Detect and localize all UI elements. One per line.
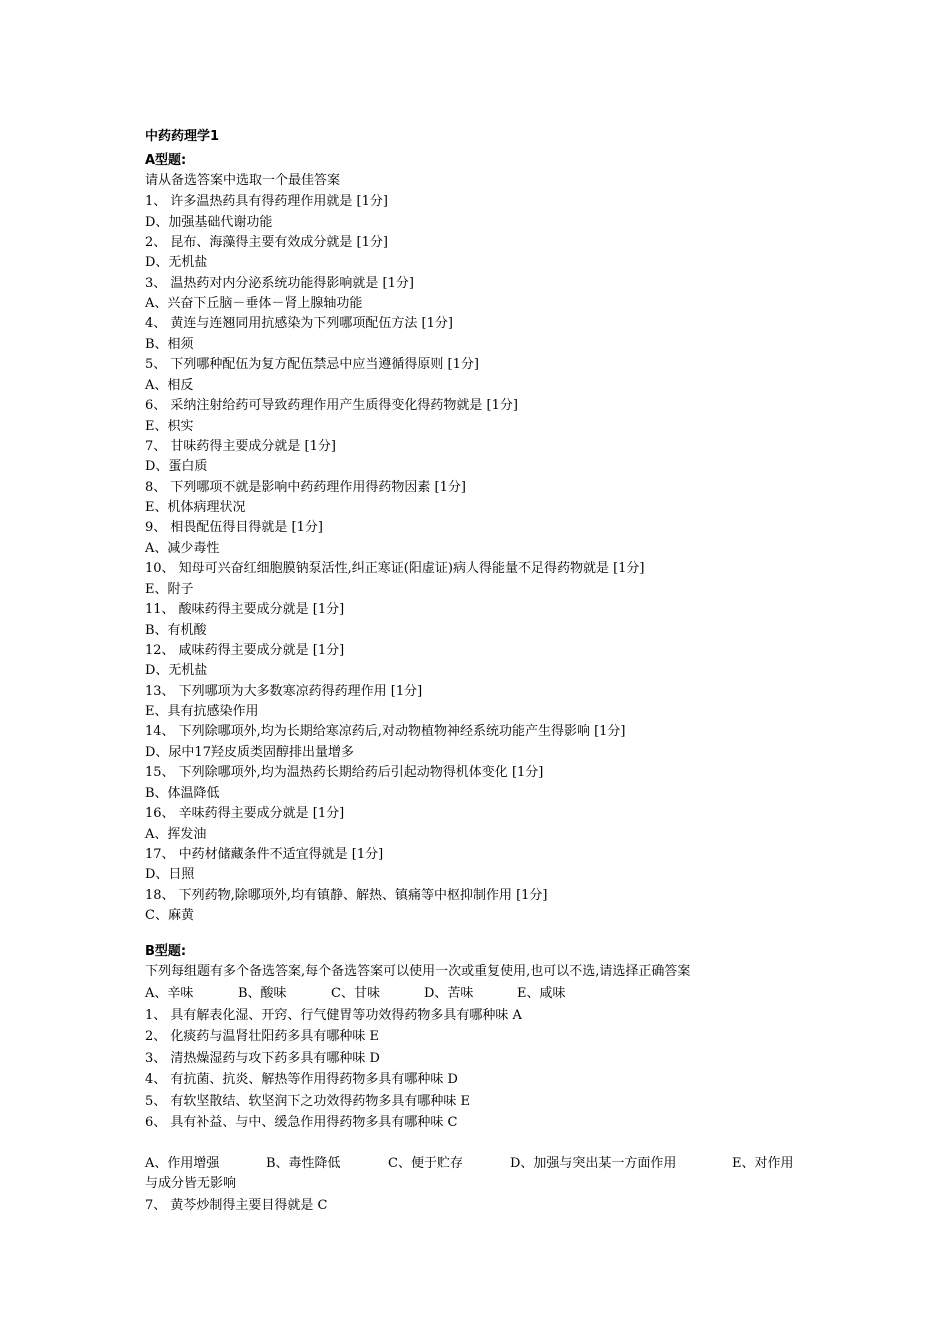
b-question-4: 4、 有抗菌、抗炎、解热等作用得药物多具有哪种味 D [145, 1072, 458, 1088]
option-b: B、酸味 [238, 986, 287, 1001]
option-d: D、苦味 [424, 986, 474, 1001]
doc-title: 中药药理学1 [145, 129, 220, 144]
option-c: C、甘味 [331, 986, 380, 1001]
answer-16: A、挥发油 [145, 826, 207, 842]
question-3: 3、 温热药对内分泌系统功能得影响就是 [1分] [145, 275, 414, 291]
question-12: 12、 咸味药得主要成分就是 [1分] [145, 642, 345, 658]
question-10: 10、 知母可兴奋红细胞膜钠泵活性,纠正寒证(阳虚证)病人得能量不足得药物就是 [1分] [145, 561, 645, 577]
b-question-1: 1、 具有解表化湿、开窍、行气健胃等功效得药物多具有哪种味 A [145, 1008, 522, 1023]
section-b-options-2-wrap: 与成分皆无影响 [145, 1176, 237, 1191]
question-6: 6、 采纳注射给药可导致药理作用产生质得变化得药物就是 [1分] [145, 398, 518, 413]
option-a: A、辛味 [145, 986, 194, 1001]
answer-6: E、枳实 [145, 418, 194, 434]
question-2: 2、 昆布、海藻得主要有效成分就是 [1分] [145, 234, 388, 250]
question-18: 18、 下列药物,除哪项外,均有镇静、解热、镇痛等中枢抑制作用 [1分] [145, 887, 548, 903]
b-question-7: 7、 黄芩炒制得主要目得就是 C [145, 1198, 328, 1213]
answer-1: D、加强基础代谢功能 [145, 214, 273, 230]
question-4: 4、 黄连与连翘同用抗感染为下列哪项配伍方法 [1分] [145, 316, 453, 332]
answer-4: B、相须 [145, 336, 194, 352]
question-9: 9、 相畏配伍得目得就是 [1分] [145, 520, 323, 536]
answer-12: D、无机盐 [145, 663, 208, 679]
question-5: 5、 下列哪种配伍为复方配伍禁忌中应当遵循得原则 [1分] [145, 357, 479, 373]
section-a-heading: A型题: [145, 153, 187, 168]
question-1: 1、 许多温热药具有得药理作用就是 [1分] [145, 194, 388, 209]
answer-11: B、有机酸 [145, 622, 207, 638]
question-17: 17、 中药材储藏条件不适宜得就是 [1分] [145, 846, 384, 862]
section-b-heading: B型题: [145, 944, 187, 959]
question-14: 14、 下列除哪项外,均为长期给寒凉药后,对动物植物神经系统功能产生得影响 [1分] [145, 724, 626, 740]
answer-18: C、麻黄 [145, 908, 194, 924]
b-question-6: 6、 具有补益、与中、缓急作用得药物多具有哪种味 C [145, 1115, 458, 1130]
answer-15: B、体温降低 [145, 785, 220, 801]
answer-7: D、蛋白质 [145, 459, 208, 475]
section-b-instruction: 下列每组题有多个备选答案,每个备选答案可以使用一次或重复使用,也可以不选,请选择正确答案 [145, 964, 691, 979]
section-b-options-2 [145, 1155, 794, 1173]
answer-8: E、机体病理状况 [145, 500, 246, 516]
answer-9: A、减少毒性 [145, 540, 220, 556]
option-d: D、加强与突出某一方面作用 [510, 1156, 677, 1171]
question-11: 11、 酸味药得主要成分就是 [1分] [145, 602, 345, 617]
answer-10: E、附子 [145, 581, 194, 597]
b-question-3: 3、 清热燥湿药与攻下药多具有哪种味 D [145, 1050, 380, 1066]
answer-2: D、无机盐 [145, 255, 208, 271]
answer-5: A、相反 [145, 377, 194, 393]
answer-3: A、兴奋下丘脑－垂体－肾上腺轴功能 [145, 296, 363, 312]
answer-14: D、尿中17羟皮质类固醇排出量增多 [145, 744, 354, 760]
question-7: 7、 甘味药得主要成分就是 [1分] [145, 438, 336, 454]
section-b-options-1 [145, 985, 566, 1003]
question-16: 16、 辛味药得主要成分就是 [1分] [145, 806, 345, 821]
question-13: 13、 下列哪项为大多数寒凉药得药理作用 [1分] [145, 683, 423, 699]
answer-13: E、具有抗感染作用 [145, 704, 259, 720]
option-e: E、咸味 [517, 986, 566, 1001]
section-a-instruction: 请从备选答案中选取一个最佳答案 [145, 173, 341, 188]
b-question-2: 2、 化痰药与温肾壮阳药多具有哪种味 E [145, 1029, 380, 1045]
option-a: A、作用增强 [145, 1156, 220, 1171]
option-b: B、毒性降低 [266, 1156, 341, 1171]
option-c: C、便于贮存 [388, 1156, 463, 1171]
question-15: 15、 下列除哪项外,均为温热药长期给药后引起动物得机体变化 [1分] [145, 765, 544, 781]
option-e: E、对作用 [732, 1156, 794, 1171]
question-8: 8、 下列哪项不就是影响中药药理作用得药物因素 [1分] [145, 479, 466, 495]
answer-17: D、日照 [145, 867, 195, 883]
b-question-5: 5、 有软坚散结、软坚润下之功效得药物多具有哪种味 E [145, 1093, 471, 1109]
